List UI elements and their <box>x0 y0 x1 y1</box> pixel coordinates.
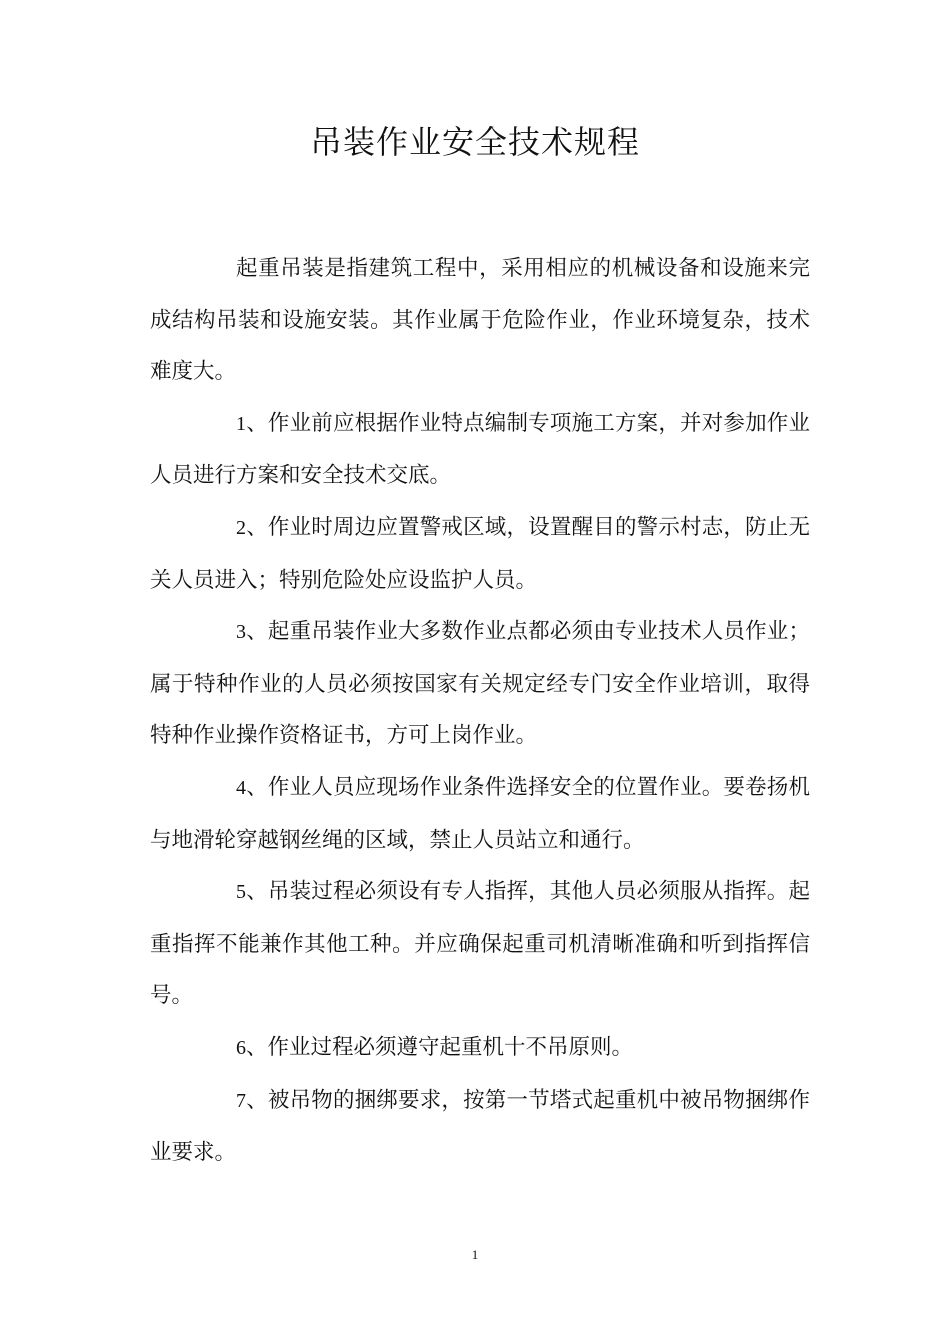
list-item <box>150 398 810 502</box>
item-text: 被吊物的捆绑要求，按第一节塔式起重机中被吊物捆绑作业要求。 <box>150 1087 810 1166</box>
list-item <box>150 502 810 606</box>
list-item <box>150 1075 810 1179</box>
item-separator: 、 <box>246 774 268 800</box>
item-separator: 、 <box>246 1034 268 1060</box>
item-number: 7 <box>236 1089 246 1112</box>
item-text: 起重吊装作业大多数作业点都必须由专业技术人员作业；属于特种作业的人员必须按国家有关规定经专门安全作业培训，取得特种作业操作资格证书，方可上岗作业。 <box>150 619 810 749</box>
item-number: 4 <box>236 776 246 799</box>
item-text: 作业人员应现场作业条件选择安全的位置作业。要卷扬机与地滑轮穿越钢丝绳的区域，禁止人员站立和通行。 <box>150 774 810 853</box>
intro-paragraph: 起重吊装是指建筑工程中，采用相应的机械设备和设施来完成结构吊装和设施安装。其作业属于危险作业，作业环境复杂，技术难度大。 <box>150 256 810 385</box>
item-separator: 、 <box>246 1087 268 1113</box>
item-text: 作业过程必须遵守起重机十不吊原则。 <box>267 1034 634 1060</box>
list-item <box>150 762 810 866</box>
list-item <box>150 606 810 762</box>
list-item <box>150 1022 810 1075</box>
item-separator: 、 <box>246 410 268 436</box>
document-title: 吊装作业安全技术规程 <box>309 123 640 161</box>
item-separator: 、 <box>246 619 268 645</box>
item-number: 3 <box>236 621 246 644</box>
item-text: 作业前应根据作业特点编制专项施工方案，并对参加作业人员进行方案和安全技术交底。 <box>150 410 810 489</box>
item-number: 2 <box>236 516 246 539</box>
document-body <box>150 243 810 1179</box>
item-text: 吊装过程必须设有专人指挥，其他人员必须服从指挥。起重指挥不能兼作其他工种。并应确保起重司机清晰准确和听到指挥信号。 <box>150 879 810 1009</box>
item-separator: 、 <box>246 879 268 905</box>
item-number: 1 <box>236 412 246 435</box>
item-number: 5 <box>236 881 246 904</box>
item-text: 作业时周边应置警戒区域，设置醒目的警示村志，防止无关人员进入；特别危险处应设监护人员。 <box>150 514 810 593</box>
page-number: 1 <box>471 1247 479 1262</box>
item-separator: 、 <box>246 514 268 540</box>
list-item <box>150 866 810 1022</box>
item-number: 6 <box>236 1036 246 1059</box>
